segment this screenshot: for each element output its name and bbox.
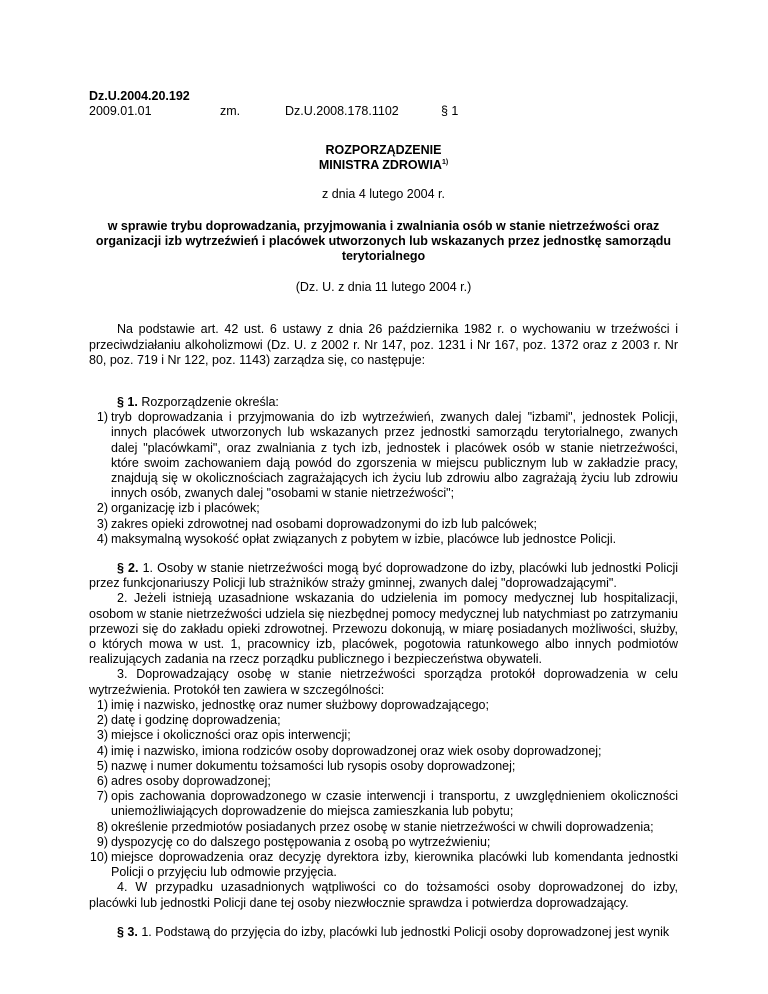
item-number: 6) <box>96 773 108 788</box>
item-text: maksymalną wysokość opłat związanych z pobytem w izbie, placówce lub jednostce Policji. <box>111 531 617 546</box>
section-2-label: § 2. <box>117 561 139 576</box>
list-item <box>89 410 678 501</box>
list-item <box>89 532 678 547</box>
list-item <box>89 713 678 728</box>
version-date: 2009.01.01 <box>89 104 152 118</box>
list-item <box>89 774 678 789</box>
list-item <box>89 744 678 759</box>
preamble: Na podstawie art. 42 ust. 6 ustawy z dnia 26 października 1982 r. o wychowaniu w trzeźwości i przeciwdziałaniu alkoholizmowi (Dz. U. z 2002 r. Nr 147, poz. 1231 i Nr 167, poz. 1372 oraz z 2003 r. Nr 80, poz. 719 i Nr 122, poz. 1143) zarządza się, co następuje: <box>89 322 678 367</box>
section-3-label: § 3. <box>117 924 138 939</box>
item-number: 4) <box>96 531 108 546</box>
amendment-ref: Dz.U.2008.178.1102 <box>285 104 399 118</box>
section-2 <box>89 561 678 911</box>
act-subject: w sprawie trybu doprowadzania, przyjmowania i zwalniania osób w stanie nietrzeźwości oraz organizacji izb wytrzeźwień i placówek utworzonych lub wskazanych przez jednostkę samorządu terytorialnego <box>95 218 672 264</box>
section-1 <box>89 395 678 547</box>
item-number: 1) <box>96 410 108 425</box>
item-text: nazwę i numer dokumentu tożsamości lub rysopis osoby doprowadzonej; <box>111 758 516 773</box>
item-text: imię i nazwisko, imiona rodziców osoby doprowadzonej oraz wiek osoby doprowadzonej; <box>111 743 602 758</box>
item-number: 3) <box>96 728 108 743</box>
item-text: dyspozycję co do dalszego postępowania z osobą po wytrzeźwieniu; <box>111 834 491 849</box>
publication-note: (Dz. U. z dnia 11 lutego 2004 r.) <box>295 280 472 295</box>
section-1-intro <box>89 395 678 410</box>
act-issuer-text: MINISTRA ZDROWIA <box>318 158 442 173</box>
section-2-ust-1 <box>89 561 678 591</box>
list-item <box>89 698 678 713</box>
section-1-label: § 1. <box>117 395 138 410</box>
item-number: 2) <box>96 713 108 728</box>
act-issuer <box>89 158 678 173</box>
section-1-list <box>89 410 678 547</box>
item-number: 8) <box>96 819 108 834</box>
section-3-ust-1 <box>89 925 678 940</box>
section-2-ust-1-text: 1. Osoby w stanie nietrzeźwości mogą być doprowadzone do izby, placówki lub jednostki Policji przez funkcjonariuszy Policji lub strażników straży gminnej, zwanych dalej "doprowadzającymi". <box>89 561 678 591</box>
list-item <box>89 789 678 819</box>
list-item <box>89 850 678 880</box>
item-text: datę i godzinę doprowadzenia; <box>111 713 281 728</box>
document-page <box>89 89 678 940</box>
act-date: z dnia 4 lutego 2004 r. <box>321 187 445 202</box>
section-3 <box>89 925 678 940</box>
list-item <box>89 759 678 774</box>
section-2-ust-4: 4. W przypadku uzasadnionych wątpliwości co do tożsamości osoby doprowadzonej do izby, placówki lub jednostki Policji dane tej osoby niezwłocznie sprawdza i potwierdza doprowadzający. <box>89 880 678 910</box>
section-3-ust-1-text: 1. Podstawą do przyjęcia do izby, placówki lub jednostki Policji osoby doprowadzonej jest wynik <box>137 924 670 939</box>
item-text: zakres opieki zdrowotnej nad osobami doprowadzonymi do izb lub palcówek; <box>111 516 537 531</box>
section-2-ust-2: 2. Jeżeli istnieją uzasadnione wskazania do udzielenia im pomocy medycznej lub hospitalizacji, osobom w stanie nietrzeźwości udziela się niezbędnej pomocy medycznej lub natychmiast po zatrzymaniu przewozi się do zakładu opieki zdrowotnej. Przewozu dokonują, w miarę posiadanych możliwości, służby, o których mowa w ust. 1, pracownicy izb, placówek, pogotowia ratunkowego albo innych podmiotów realizujących zadania na rzecz porządku publicznego i bezpieczeństwa obywateli. <box>89 591 678 667</box>
item-text: tryb doprowadzania i przyjmowania do izb wytrzeźwień, zwanych dalej "izbami", jednostek Policji, innych placówek utworzonych lub wskazanych przez jednostki samorządu terytorialnego, zwanych dalej "placówkami", oraz zwalniania z tych izb, jednostek i placówek osób w stanie nietrzeźwości, które swoim zachowaniem dają powód do zgorszenia w miejscu publicznym lub w zakładzie pracy, znajdują się w okolicznościach zagrażających ich życiu lub zdrowiu albo zagrażają życiu lub zdrowiu innych osób, zwanych dalej "osobami w stanie nietrzeźwości"; <box>111 410 678 501</box>
item-number: 9) <box>96 834 108 849</box>
item-text: organizację izb i placówek; <box>111 501 260 516</box>
amended-paragraph: § 1 <box>441 104 459 118</box>
item-number: 5) <box>96 758 108 773</box>
item-number: 3) <box>96 516 108 531</box>
item-text: miejsce i okoliczności oraz opis interwencji; <box>111 728 351 743</box>
list-item <box>89 835 678 850</box>
journal-code: Dz.U.2004.20.192 <box>89 89 190 103</box>
item-number: 1) <box>96 697 108 712</box>
item-number: 2) <box>96 501 108 516</box>
section-2-list <box>89 698 678 880</box>
item-number: 4) <box>96 743 108 758</box>
list-item <box>89 820 678 835</box>
item-text: imię i nazwisko, jednostkę oraz numer służbowy doprowadzającego; <box>111 697 489 712</box>
act-title <box>89 143 678 173</box>
item-text: określenie przedmiotów posiadanych przez osobę w stanie nietrzeźwości w chwili doprowadzenia; <box>111 819 654 834</box>
item-number: 10) <box>89 849 108 864</box>
list-item <box>89 501 678 516</box>
item-text: opis zachowania doprowadzonego w czasie interwencji i transportu, z uwzględnieniem okoliczności uniemożliwiających doprowadzenie do miejsca zamieszkania lub pobytu; <box>111 789 678 819</box>
document-header <box>89 89 678 121</box>
item-number: 7) <box>96 789 108 804</box>
item-text: adres osoby doprowadzonej; <box>111 773 271 788</box>
act-type: ROZPORZĄDZENIE <box>325 143 442 157</box>
list-item <box>89 517 678 532</box>
amendment-label: zm. <box>220 104 241 118</box>
section-1-intro-text: Rozporządzenie określa: <box>137 395 279 410</box>
footnote-ref: 1) <box>441 159 449 167</box>
section-2-ust-3: 3. Doprowadzający osobę w stanie nietrzeźwości sporządza protokół doprowadzenia w celu wytrzeźwienia. Protokół ten zawiera w szczególności: <box>89 667 678 697</box>
item-text: miejsce doprowadzenia oraz decyzję dyrektora izby, kierownika placówki lub komendanta jednostki Policji o przyjęciu lub odmowie przyjęcia. <box>111 849 678 880</box>
list-item <box>89 728 678 743</box>
